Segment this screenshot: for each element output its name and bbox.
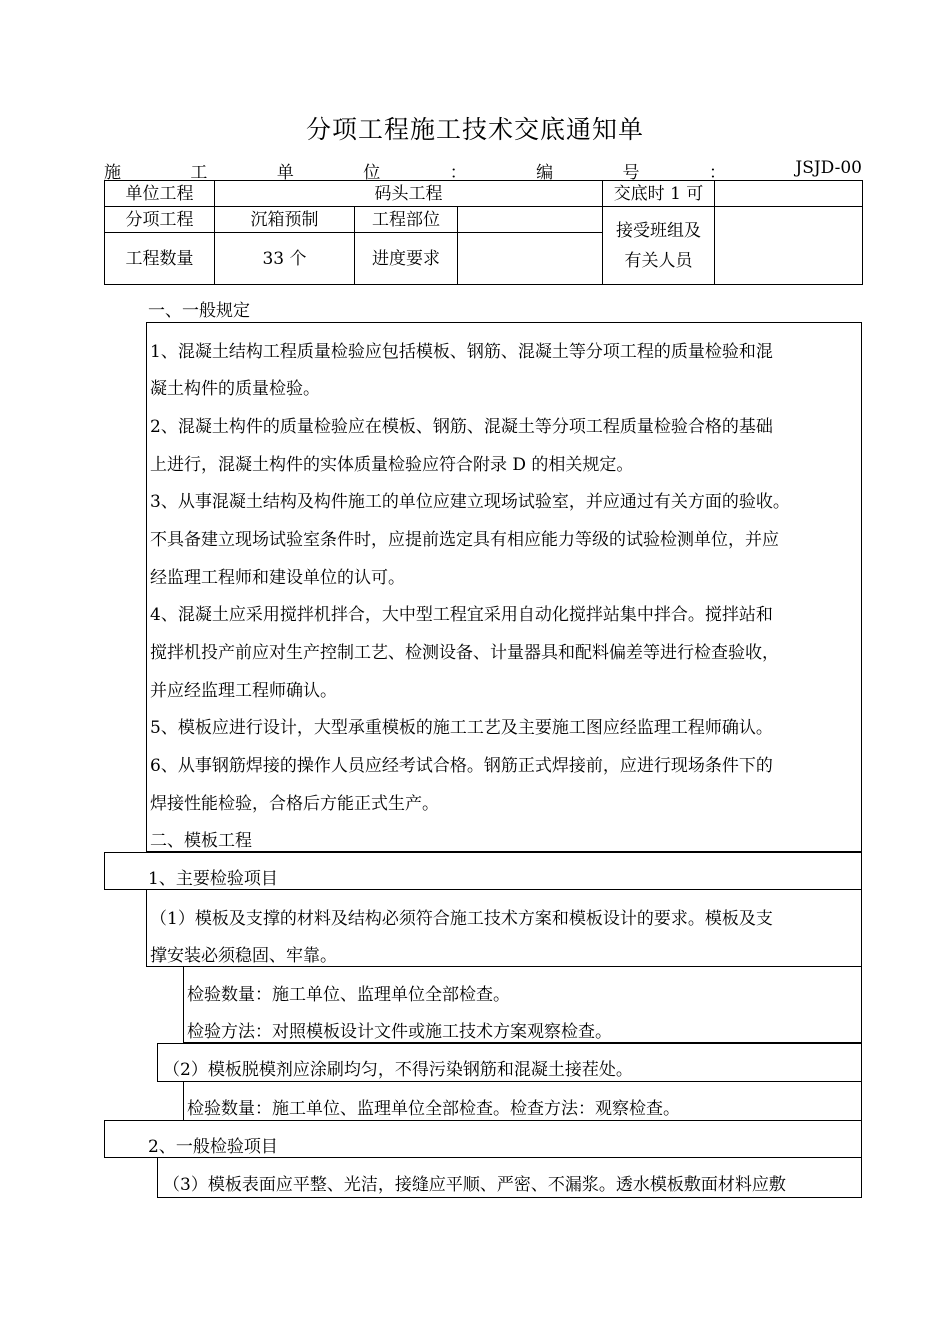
info-char: 位 (363, 163, 381, 183)
item-2-line: （2）模板脱模剂应涂刷均匀，不得污染钢筋和混凝土接茬处。 (163, 1060, 633, 1080)
item-3-line: （3）模板表面应平整、光洁，接缝应平顺、严密、不漏浆。透水模板敷面材料应敷 (163, 1175, 786, 1195)
info-char: 单 (276, 163, 294, 183)
cell-unit-project-value: 码头工程 (215, 181, 603, 207)
section-general-rules: 一、一般规定 (148, 301, 250, 321)
info-char: 号 (622, 163, 640, 183)
cell-handover-time-label: 交底时 1 可 (603, 181, 715, 207)
paragraph-line: 6、从事钢筋焊接的操作人员应经考试合格。钢筋正式焊接前，应进行现场条件下的 (150, 756, 773, 776)
item-1-line: （1）模板及支撑的材料及结构必须符合施工技术方案和模板设计的要求。模板及支 (150, 909, 773, 929)
paragraph-line: 凝土构件的质量检验。 (150, 379, 320, 399)
info-char: 工 (190, 163, 208, 183)
cell-location-value (458, 207, 603, 233)
section-formwork: 二、模板工程 (150, 831, 252, 851)
cell-quantity-label: 工程数量 (105, 233, 215, 285)
paragraph-line: 1、混凝土结构工程质量检验应包括模板、钢筋、混凝土等分项工程的质量检验和混 (150, 342, 773, 362)
paragraph-line: 经监理工程师和建设单位的认可。 (150, 568, 405, 588)
inspection-quantity-method: 检验数量：施工单位、监理单位全部检查。检查方法：观察检查。 (187, 1099, 680, 1119)
paragraph-line: 5、模板应进行设计，大型承重模板的施工工艺及主要施工图应经监理工程师确认。 (150, 718, 773, 738)
info-char: ： (708, 163, 726, 183)
cell-unit-project-label: 单位工程 (105, 181, 215, 207)
header-table (104, 180, 863, 285)
cell-schedule-label: 进度要求 (355, 233, 458, 285)
info-row (104, 158, 862, 182)
cell-receiving-team-label (603, 207, 715, 285)
document-code: JSJD-00 (795, 158, 862, 178)
cell-handover-time-value (715, 181, 863, 207)
paragraph-line: 上进行，混凝土构件的实体质量检验应符合附录 D 的相关规定。 (150, 455, 634, 475)
paragraph-line: 4、混凝土应采用搅拌机拌合，大中型工程宜采用自动化搅拌站集中拌合。搅拌站和 (150, 605, 773, 625)
cell-schedule-value (458, 233, 603, 285)
paragraph-line: 焊接性能检验，合格后方能正式生产。 (150, 794, 439, 814)
cell-subproject-label: 分项工程 (105, 207, 215, 233)
cell-receiving-team-value (715, 207, 863, 285)
paragraph-line: 搅拌机投产前应对生产控制工艺、检测设备、计量器具和配料偏差等进行检查验收， (150, 643, 779, 663)
paragraph-line: 3、从事混凝土结构及构件施工的单位应建立现场试验室，并应通过有关方面的验收。 (150, 492, 790, 512)
info-char: 施 (104, 163, 121, 183)
general-items-heading: 2、一般检验项目 (148, 1137, 278, 1157)
page-title: 分项工程施工技术交底通知单 (305, 115, 644, 144)
paragraph-line: 2、混凝土构件的质量检验应在模板、钢筋、混凝土等分项工程质量检验合格的基础 (150, 417, 773, 437)
cell-quantity-value: 33 个 (215, 233, 355, 285)
main-items-heading: 1、主要检验项目 (148, 869, 278, 889)
paragraph-line: 并应经监理工程师确认。 (150, 681, 337, 701)
info-char: ： (449, 163, 467, 183)
paragraph-line: 不具备建立现场试验室条件时，应提前选定具有相应能力等级的试验检测单位，并应 (150, 530, 779, 550)
inspection-quantity: 检验数量：施工单位、监理单位全部检查。 (187, 985, 510, 1005)
cell-subproject-value: 沉箱预制 (215, 207, 355, 233)
inspection-method: 检验方法：对照模板设计文件或施工技术方案观察检查。 (187, 1022, 612, 1042)
info-char: 编 (536, 163, 554, 183)
cell-location-label: 工程部位 (355, 207, 458, 233)
receiving-team-text: 接受班组及有关人员 (616, 220, 701, 271)
item-1-line: 撑安装必须稳固、牢靠。 (150, 946, 337, 966)
